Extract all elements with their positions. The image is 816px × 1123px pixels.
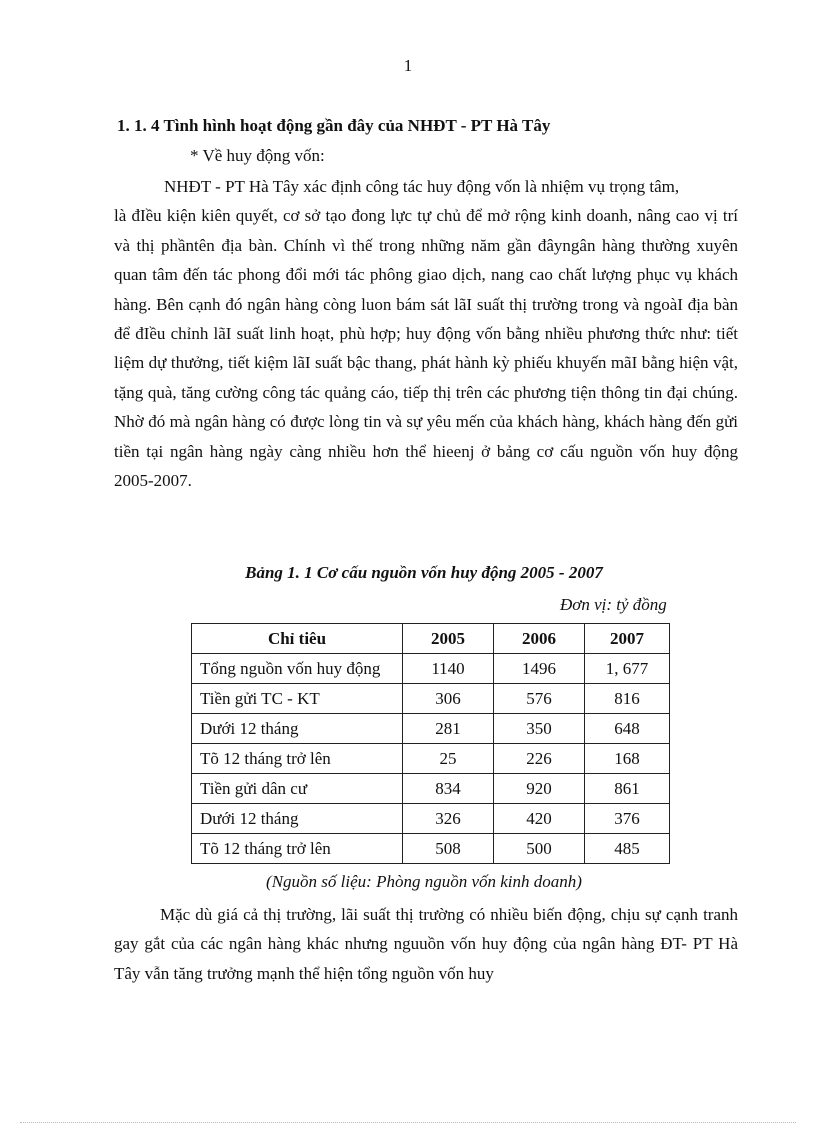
cell-2006: 350: [494, 714, 585, 744]
row-label: Dưới 12 tháng: [192, 804, 403, 834]
table-row: [192, 744, 670, 774]
body-paragraph-2: [114, 900, 738, 988]
table-row: [192, 654, 670, 684]
table-row: [192, 834, 670, 864]
cell-2006: 500: [494, 834, 585, 864]
cell-2006: 920: [494, 774, 585, 804]
table-title: Bảng 1. 1 Cơ cấu nguồn vốn huy động 2005 - 2007: [245, 563, 603, 582]
cell-2006: 576: [494, 684, 585, 714]
table-source: (Nguồn số liệu: Phòng nguồn vốn kinh doanh): [266, 872, 582, 891]
table-unit: Đơn vị: tỷ đồng: [560, 595, 667, 614]
section-heading: 1. 1. 4 Tình hình hoạt động gần đây của NHĐT - PT Hà Tây: [117, 116, 551, 135]
paragraph-1-body: là đIều kiện kiên quyết, cơ sở tạo đong lực tự chủ để mở rộng kinh doanh, nâng cao vị trí và thị phầntên địa bàn. Chính vì thế trong những năm gần đâyngân hàng thường xuyên quan tâm đến tác phong đổi mới tác phông giao dịch, nang cao chất lượng phục vụ khách hàng. Bên cạnh đó ngân hàng còng luon bám sát lãI suất thị trường trong và ngoàI địa bàn để đIều chỉnh lãI suất linh hoạt, phù hợp; huy động vốn bằng nhiều phương thức như: tiết liệm dự thưởng, tiết kiệm lãI suất bậc thang, phát hành kỳ phiếu khuyến mãI bằng hiện vật, tặng quà, tăng cường công tác quảng cáo, tiếp thị trên các phương tiện thông tin đại chúng. Nhờ đó mà ngân hàng có được lòng tin và sự yêu mến của khách hàng, khách hàng đến gửi tiền tại ngân hàng ngày càng nhiều hơn thể hieenj ở bảng cơ cấu nguồn vốn huy động 2005-2007.: [114, 206, 738, 491]
cell-2005: 1140: [403, 654, 494, 684]
row-label: Tõ 12 tháng trở lên: [192, 834, 403, 864]
cell-2006: 226: [494, 744, 585, 774]
page-number: 1: [403, 56, 413, 75]
cell-2005: 306: [403, 684, 494, 714]
header-2007: 2007: [585, 624, 670, 654]
cell-2005: 834: [403, 774, 494, 804]
paragraph-2-text: Mặc dù giá cả thị trường, lãi suất thị trường có nhiều biến động, chịu sự cạnh tranh gay gắt của các ngân hàng khác nhưng nguuồn vốn huy động của ngân hàng ĐT- PT Hà Tây vẫn tăng trưởng mạnh thể hiện tổng nguồn vốn huy: [114, 905, 738, 983]
cell-2007: 816: [585, 684, 670, 714]
cell-2007: 376: [585, 804, 670, 834]
header-2006: 2006: [494, 624, 585, 654]
row-label: Tiền gửi TC - KT: [192, 684, 403, 714]
header-2005: 2005: [403, 624, 494, 654]
cell-2005: 326: [403, 804, 494, 834]
row-label: Tõ 12 tháng trở lên: [192, 744, 403, 774]
funding-structure-table: [191, 623, 670, 864]
table-header-row: [192, 624, 670, 654]
subsection-heading: * Về huy động vốn:: [190, 146, 325, 165]
cell-2007: 168: [585, 744, 670, 774]
cell-2007: 485: [585, 834, 670, 864]
cell-2007: 861: [585, 774, 670, 804]
cell-2007: 1, 677: [585, 654, 670, 684]
row-label: Tổng nguồn vốn huy động: [192, 654, 403, 684]
table-row: [192, 804, 670, 834]
cell-2005: 508: [403, 834, 494, 864]
header-indicator: Chỉ tiêu: [192, 624, 403, 654]
table-row: [192, 774, 670, 804]
cell-2005: 281: [403, 714, 494, 744]
cell-2006: 420: [494, 804, 585, 834]
table-row: [192, 684, 670, 714]
paragraph-1-first-line: NHĐT - PT Hà Tây xác định công tác huy động vốn là nhiệm vụ trọng tâm,: [164, 177, 680, 196]
row-label: Tiền gửi dân cư: [192, 774, 403, 804]
cell-2005: 25: [403, 744, 494, 774]
cell-2007: 648: [585, 714, 670, 744]
cell-2006: 1496: [494, 654, 585, 684]
body-paragraph-1: [114, 172, 738, 495]
row-label: Dưới 12 tháng: [192, 714, 403, 744]
table-row: [192, 714, 670, 744]
